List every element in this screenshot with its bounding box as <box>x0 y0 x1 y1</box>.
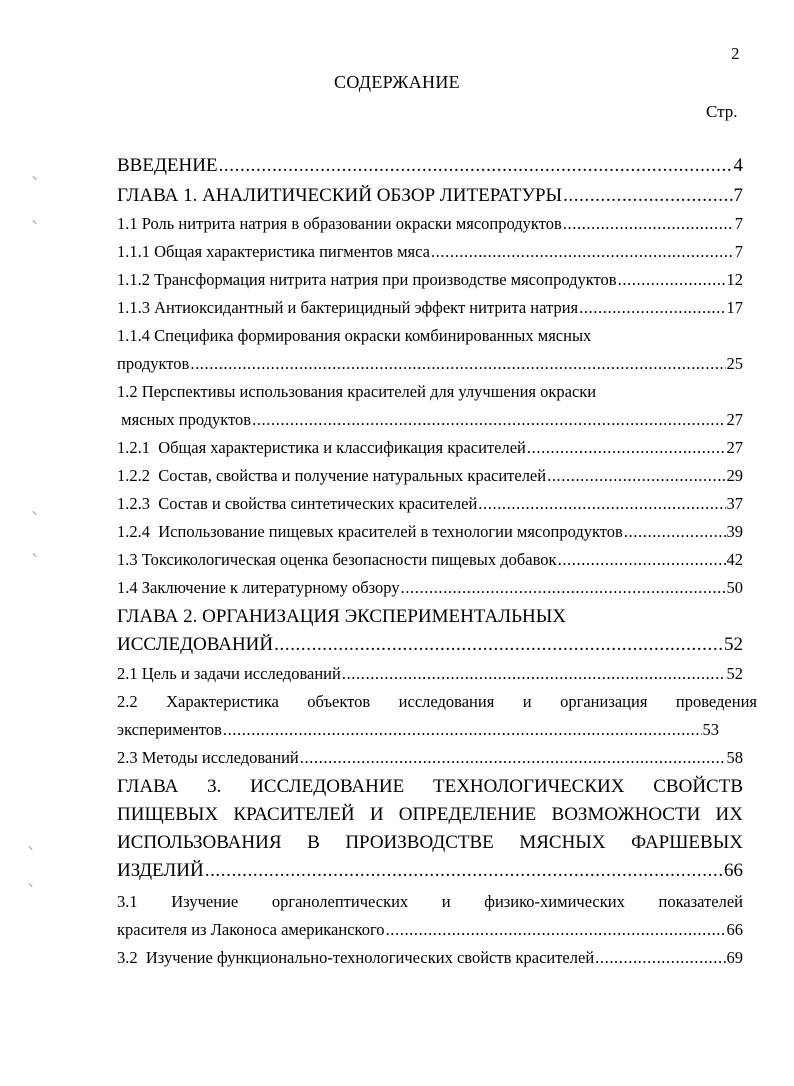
dot-leader <box>478 494 725 514</box>
page-column-heading: Стр. <box>706 102 738 121</box>
toc-entry-page: 29 <box>726 466 743 485</box>
toc-entry-chapter-3-line4[interactable] <box>117 860 743 882</box>
toc-entry-page: 4 <box>733 155 743 176</box>
toc-entry-title: 3.2 Изучение функционально-технологических свойств красителей <box>117 948 595 967</box>
dot-leader <box>595 948 725 968</box>
toc-entry-title: ГЛАВА 1. АНАЛИТИЧЕСКИЙ ОБЗОР ЛИТЕРАТУРЫ <box>117 185 563 206</box>
scan-mark: ⸜ <box>28 841 33 852</box>
toc-entry-1-1[interactable] <box>117 214 743 234</box>
toc-entry-2-2-line2[interactable] <box>117 720 719 740</box>
toc-entry-1-2-line1[interactable] <box>117 382 743 402</box>
toc-entry-title: 1.1.4 Специфика формирования окраски комбинированных мясных <box>117 326 592 345</box>
toc-entry-3-1-line2[interactable] <box>117 920 743 940</box>
toc-entry-page: 7 <box>734 242 743 261</box>
toc-entry-page: 58 <box>726 748 743 767</box>
toc-entry-title: 1.2.1 Общая характеристика и классификация красителей <box>117 438 526 457</box>
toc-entry-page: 27 <box>726 410 743 429</box>
dot-leader <box>563 185 732 207</box>
scan-mark: ⸜ <box>32 506 37 517</box>
dot-leader <box>563 214 734 234</box>
toc-entry-page: 53 <box>702 720 719 739</box>
toc-entry-title: экспериментов <box>117 720 222 739</box>
toc-entry-title: ИЗДЕЛИЙ <box>117 860 204 881</box>
dot-leader <box>624 522 726 542</box>
toc-entry-page: 69 <box>726 948 743 967</box>
toc-entry-title: 2.1 Цель и задачи исследований <box>117 664 341 683</box>
toc-entry-title: 1.1.2 Трансформация нитрита натрия при производстве мясопродуктов <box>117 270 617 289</box>
dot-leader <box>205 860 723 882</box>
toc-entry-3-2[interactable] <box>117 948 743 968</box>
toc-entry-2-2-line1[interactable]: 2.2 Характеристика объектов исследования и организация проведения <box>117 692 757 711</box>
dot-leader <box>618 270 726 290</box>
toc-entry-title: 1.2.3 Состав и свойства синтетических красителей <box>117 494 478 513</box>
toc-entry-chapter-3-line2[interactable]: ПИЩЕВЫХ КРАСИТЕЛЕЙ И ОПРЕДЕЛЕНИЕ ВОЗМОЖНОСТИ ИХ <box>117 804 743 825</box>
toc-entry-page: 7 <box>733 185 743 206</box>
scan-mark: ⸜ <box>32 171 37 182</box>
toc-entry-title: 1.1 Роль нитрита натрия в образовании окраски мясопродуктов <box>117 214 562 233</box>
toc-entry-page: 42 <box>726 550 743 569</box>
dot-leader <box>342 664 726 684</box>
dot-leader <box>401 578 726 598</box>
toc-entry-page: 7 <box>734 214 743 233</box>
toc-entry-title: красителя из Лаконоса американского <box>117 920 385 939</box>
toc-entry-1-2-3[interactable] <box>117 494 743 514</box>
toc-entry-1-4[interactable] <box>117 578 743 598</box>
toc-entry-3-1-line1[interactable]: 3.1 Изучение органолептических и физико-химических показателей <box>117 892 743 911</box>
dot-leader <box>190 354 725 374</box>
scan-mark: ⸜ <box>32 215 37 226</box>
toc-entry-page: 50 <box>726 578 743 597</box>
toc-entry-title: ГЛАВА 2. ОРГАНИЗАЦИЯ ЭКСПЕРИМЕНТАЛЬНЫХ <box>117 606 567 627</box>
toc-entry-page: 52 <box>724 634 743 655</box>
toc-entry-title: 2.3 Методы исследований <box>117 748 299 767</box>
toc-entry-title: 1.3 Токсикологическая оценка безопасности пищевых добавок <box>117 550 557 569</box>
toc-entry-page: 12 <box>726 270 743 289</box>
toc-entry-1-2-1[interactable] <box>117 438 743 458</box>
toc-entry-1-1-4-line1[interactable] <box>117 326 743 346</box>
page-title: СОДЕРЖАНИЕ <box>334 72 460 92</box>
toc-entry-1-2-4[interactable] <box>117 522 743 542</box>
toc-entry-page: 39 <box>726 522 743 541</box>
toc-entry-1-1-4-line2[interactable] <box>117 354 743 374</box>
dot-leader <box>219 155 733 177</box>
dot-leader <box>558 550 726 570</box>
toc-entry-1-1-3[interactable] <box>117 298 743 318</box>
toc-entry-chapter-1[interactable] <box>117 185 743 207</box>
toc-entry-title: продуктов <box>117 354 190 373</box>
scan-mark: ⸜ <box>32 548 37 559</box>
toc-entry-chapter-2-line2[interactable] <box>117 634 743 656</box>
toc-entry-title: 1.2.2 Состав, свойства и получение натуральных красителей <box>117 466 547 485</box>
toc-entry-1-3[interactable] <box>117 550 743 570</box>
dot-leader <box>223 720 702 740</box>
toc-entry-2-3[interactable] <box>117 748 743 768</box>
dot-leader <box>300 748 726 768</box>
toc-entry-chapter-3-line3[interactable]: ИСПОЛЬЗОВАНИЯ В ПРОИЗВОДСТВЕ МЯСНЫХ ФАРШЕВЫХ <box>117 832 743 853</box>
toc-entry-1-2-line2[interactable] <box>117 410 743 430</box>
toc-entry-page: 17 <box>726 298 743 317</box>
dot-leader <box>527 438 726 458</box>
toc-entry-chapter-3-line1[interactable]: ГЛАВА 3. ИССЛЕДОВАНИЕ ТЕХНОЛОГИЧЕСКИХ СВОЙСТВ <box>117 776 743 797</box>
toc-entry-1-1-1[interactable] <box>117 242 743 262</box>
dot-leader <box>547 466 725 486</box>
toc-entry-1-2-2[interactable] <box>117 466 743 486</box>
toc-entry-2-1[interactable] <box>117 664 743 684</box>
toc-entry-chapter-2-line1[interactable] <box>117 606 743 628</box>
toc-entry-page: 66 <box>726 920 743 939</box>
dot-leader <box>252 410 725 430</box>
scan-mark: ⸜ <box>28 878 33 889</box>
dot-leader <box>274 634 723 656</box>
toc-entry-title: ВВЕДЕНИЕ <box>117 155 218 176</box>
toc-entry-intro[interactable] <box>117 155 743 177</box>
toc-entry-title: ИССЛЕДОВАНИЙ <box>117 634 274 655</box>
toc-entry-page: 52 <box>726 664 743 683</box>
toc-entry-page: 66 <box>724 860 743 881</box>
page-number: 2 <box>731 44 740 63</box>
toc-entry-title: 1.2 Перспективы использования красителей для улучшения окраски <box>117 382 597 401</box>
toc-entry-title: мясных продуктов <box>117 410 252 429</box>
dot-leader <box>431 242 734 262</box>
toc-entry-title: 1.2.4 Использование пищевых красителей в технологии мясопродуктов <box>117 522 623 541</box>
toc-entry-title: 1.4 Заключение к литературному обзору <box>117 578 400 597</box>
toc-entry-page: 25 <box>726 354 743 373</box>
toc-entry-title: 1.1.1 Общая характеристика пигментов мяса <box>117 242 430 261</box>
toc-entry-1-1-2[interactable] <box>117 270 743 290</box>
dot-leader <box>386 920 726 940</box>
toc-entry-page: 27 <box>726 438 743 457</box>
toc-entry-title: 1.1.3 Антиоксидантный и бактерицидный эффект нитрита натрия <box>117 298 579 317</box>
toc-entry-page: 37 <box>726 494 743 513</box>
dot-leader <box>579 298 725 318</box>
